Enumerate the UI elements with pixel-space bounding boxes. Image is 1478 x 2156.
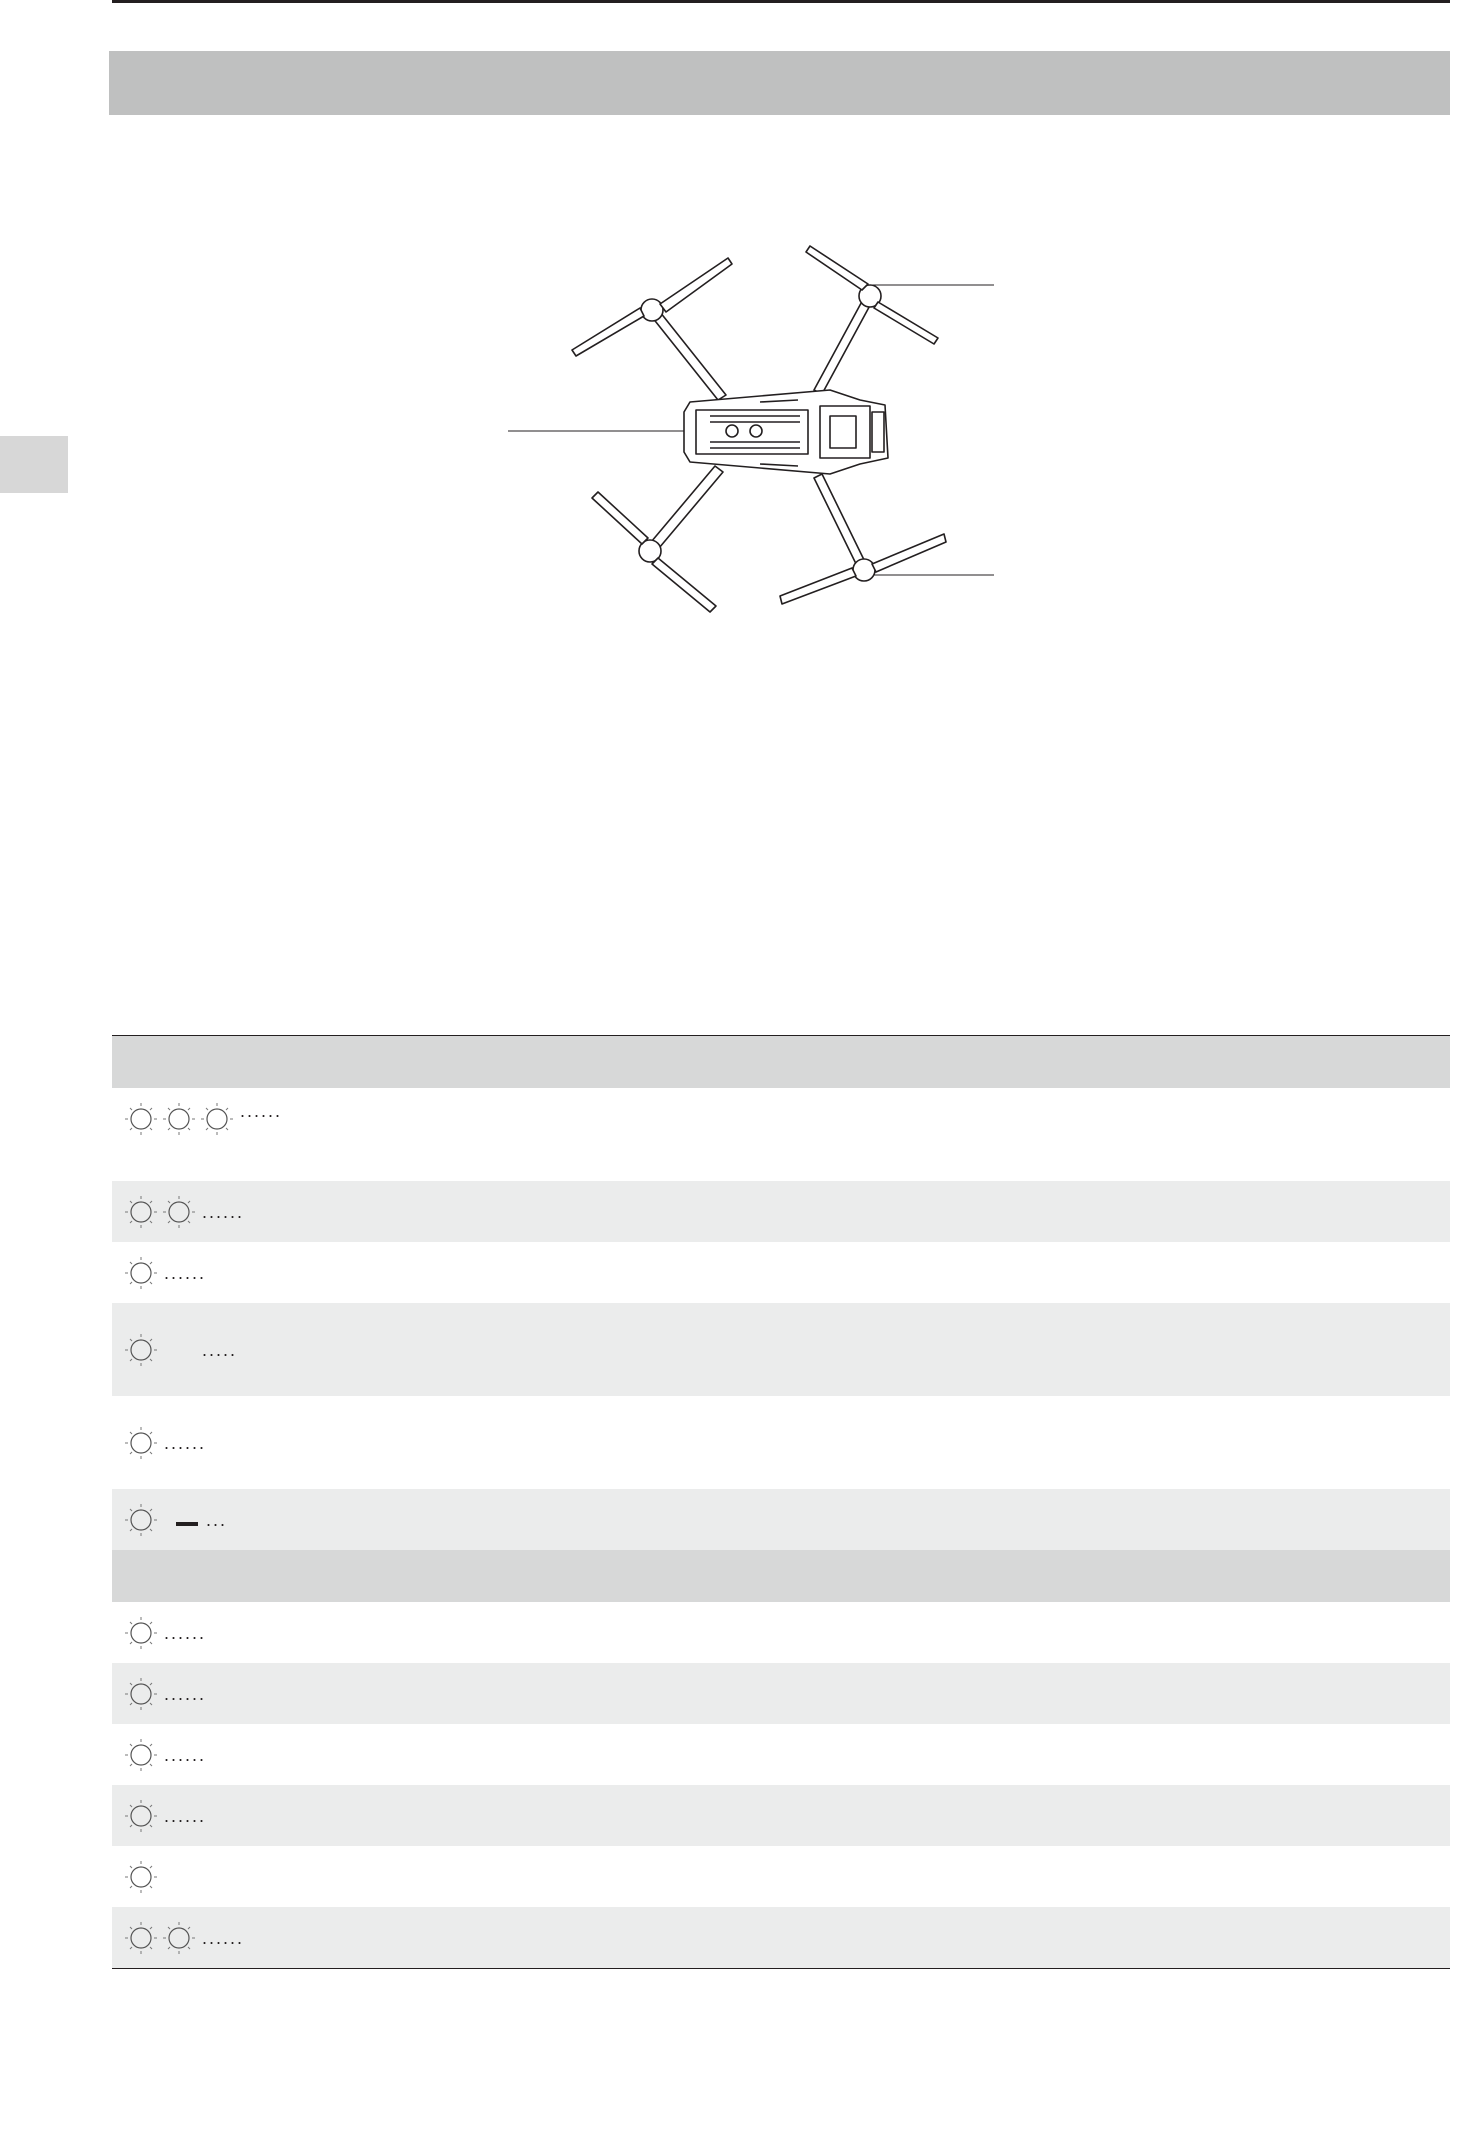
top-rule: [112, 0, 1450, 3]
blink-pattern: ...: [206, 1509, 228, 1530]
table-row: [112, 1181, 1450, 1242]
led-icon: [124, 1503, 158, 1537]
table-row: [112, 1663, 1450, 1724]
blink-pattern: ......: [164, 1432, 207, 1453]
table-row: [112, 1303, 1450, 1396]
aircraft-top-view-diagram: [500, 230, 1020, 630]
led-icon: [124, 1195, 158, 1229]
led-icon: [124, 1256, 158, 1290]
blink-pattern: ......: [164, 1262, 207, 1283]
led-indicator-group: [124, 1396, 206, 1489]
solid-light-bar-icon: [176, 1522, 198, 1526]
table-row: [112, 1602, 1450, 1663]
led-indicator-group: [124, 1088, 282, 1181]
blink-pattern: .....: [202, 1339, 238, 1360]
blink-pattern: ......: [164, 1683, 207, 1704]
table-row: [112, 1396, 1450, 1489]
led-indicator-group: [124, 1846, 158, 1907]
blink-pattern: ......: [164, 1622, 207, 1643]
table-header-group-1: [112, 1036, 1450, 1088]
table-row: [112, 1724, 1450, 1785]
led-indicator-group: [124, 1785, 206, 1846]
led-indicator-group: [124, 1663, 206, 1724]
table-row: [112, 1846, 1450, 1907]
led-icon: [124, 1426, 158, 1460]
led-indicator-group: [124, 1181, 244, 1242]
blink-pattern: ......: [202, 1927, 245, 1948]
led-icon: [162, 1102, 196, 1136]
table-bottom-rule: [112, 1968, 1450, 1969]
led-icon: [162, 1921, 196, 1955]
table-header-group-2: [112, 1550, 1450, 1602]
led-status-table: [112, 1035, 1450, 1969]
aircraft-illustration: [500, 230, 1020, 630]
led-indicator-group: [124, 1724, 206, 1785]
led-indicator-group: [124, 1907, 244, 1968]
blink-pattern: ......: [164, 1805, 207, 1826]
led-icon: [124, 1921, 158, 1955]
led-indicator-group: [124, 1602, 206, 1663]
table-row: [112, 1489, 1450, 1550]
chapter-side-tab: [0, 436, 68, 493]
led-indicator-group: [124, 1489, 227, 1550]
led-icon: [124, 1860, 158, 1894]
table-row: [112, 1907, 1450, 1968]
led-icon: [124, 1333, 158, 1367]
blink-pattern: ......: [164, 1744, 207, 1765]
blink-pattern: ......: [240, 1101, 283, 1121]
led-icon: [124, 1616, 158, 1650]
section-header-band: [109, 51, 1450, 115]
table-row: [112, 1785, 1450, 1846]
led-icon: [162, 1195, 196, 1229]
led-icon: [124, 1677, 158, 1711]
led-icon: [124, 1102, 158, 1136]
table-row: [112, 1242, 1450, 1303]
led-indicator-group: [124, 1242, 206, 1303]
led-icon: [200, 1102, 234, 1136]
led-indicator-group: [124, 1303, 237, 1396]
table-row: [112, 1088, 1450, 1181]
led-icon: [124, 1738, 158, 1772]
led-icon: [124, 1799, 158, 1833]
blink-pattern: ......: [202, 1201, 245, 1222]
